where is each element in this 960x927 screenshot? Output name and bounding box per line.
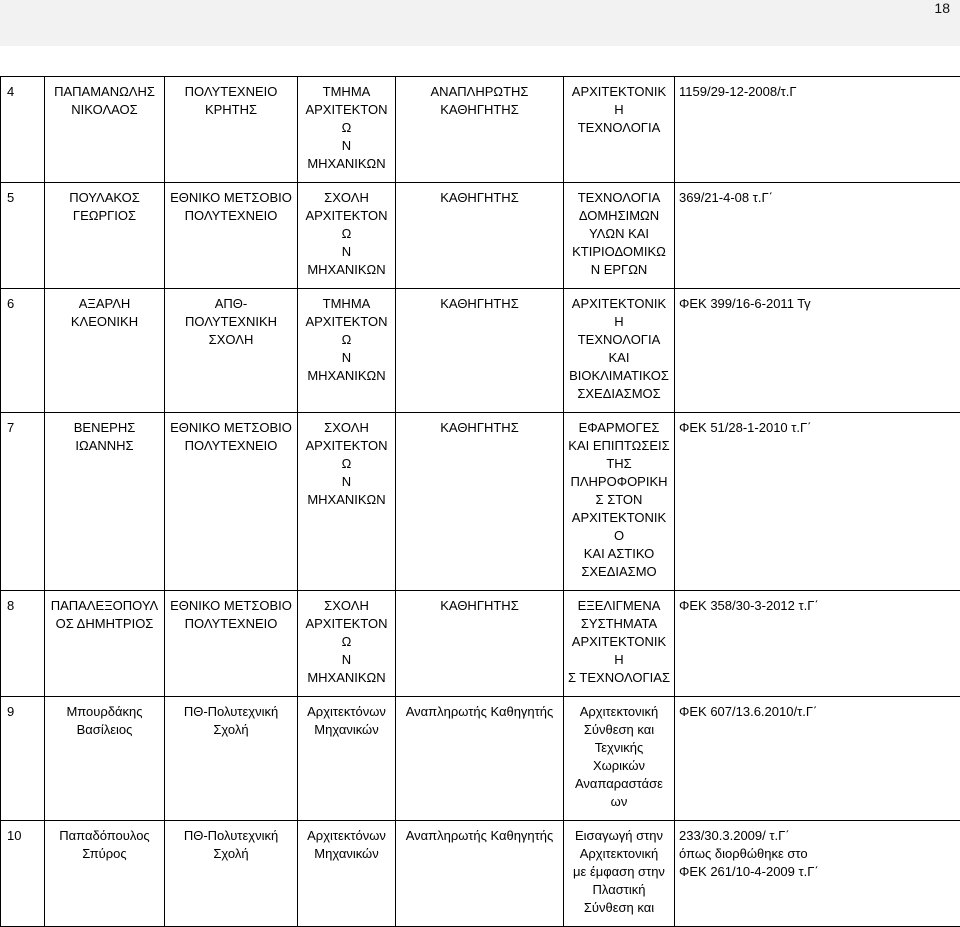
academic-rank-cell bbox=[396, 289, 564, 413]
gazette-reference-cell bbox=[675, 821, 960, 927]
institution: ΠΘ-Πολυτεχνική Σχολή bbox=[169, 703, 293, 739]
table-row bbox=[1, 77, 960, 183]
member-name: ΑΞΑΡΛΗ ΚΛΕΟΝΙΚΗ bbox=[49, 295, 160, 331]
subject-field: ΕΞΕΛΙΓΜΕΝΑ ΣΥΣΤΗΜΑΤΑ ΑΡΧΙΤΕΚΤΟΝΙΚΗ Σ ΤΕΧΝΟΛΟΓΙΑΣ bbox=[568, 597, 670, 687]
department-cell bbox=[298, 183, 396, 289]
gazette-reference: 233/30.3.2009/ τ.Γ΄ όπως διορθώθηκε στο ΦΕΚ 261/10-4-2009 τ.Γ΄ bbox=[679, 827, 956, 881]
gazette-reference-cell bbox=[675, 289, 960, 413]
member-name: ΠΑΠΑΛΕΞΟΠΟΥΛ ΟΣ ΔΗΜΗΤΡΙΟΣ bbox=[49, 597, 160, 633]
row-number: 6 bbox=[7, 295, 40, 313]
department: Αρχιτεκτόνων Μηχανικών bbox=[302, 703, 391, 739]
subject-field-cell bbox=[564, 821, 675, 927]
institution: ΠΟΛΥΤΕΧΝΕΙΟ ΚΡΗΤΗΣ bbox=[169, 83, 293, 119]
subject-field-cell bbox=[564, 413, 675, 591]
institution-cell bbox=[165, 821, 298, 927]
academic-rank-cell bbox=[396, 413, 564, 591]
subject-field: ΑΡΧΙΤΕΚΤΟΝΙΚΗ ΤΕΧΝΟΛΟΓΙΑ bbox=[568, 83, 670, 137]
department: Αρχιτεκτόνων Μηχανικών bbox=[302, 827, 391, 863]
member-name-cell bbox=[45, 697, 165, 821]
table-row bbox=[1, 591, 960, 697]
gazette-reference-cell bbox=[675, 183, 960, 289]
row-number-cell bbox=[1, 183, 45, 289]
subject-field: Εισαγωγή στην Αρχιτεκτονική με έμφαση στην Πλαστική Σύνθεση και bbox=[568, 827, 670, 917]
table-row bbox=[1, 821, 960, 927]
department: ΣΧΟΛΗ ΑΡΧΙΤΕΚΤΟΝΩ Ν ΜΗΧΑΝΙΚΩΝ bbox=[302, 189, 391, 279]
table-row bbox=[1, 413, 960, 591]
subject-field-cell bbox=[564, 77, 675, 183]
institution-cell bbox=[165, 77, 298, 183]
gazette-reference: ΦΕΚ 358/30-3-2012 τ.Γ΄ bbox=[679, 597, 956, 615]
department: ΤΜΗΜΑ ΑΡΧΙΤΕΚΤΟΝΩ Ν ΜΗΧΑΝΙΚΩΝ bbox=[302, 83, 391, 173]
gazette-reference: 1159/29-12-2008/τ.Γ bbox=[679, 83, 956, 101]
table-row bbox=[1, 289, 960, 413]
academic-rank: ΚΑΘΗΓΗΤΗΣ bbox=[400, 189, 559, 207]
gazette-reference: ΦΕΚ 607/13.6.2010/τ.Γ΄ bbox=[679, 703, 956, 721]
member-name: ΠΟΥΛΑΚΟΣ ΓΕΩΡΓΙΟΣ bbox=[49, 189, 160, 225]
row-number: 4 bbox=[7, 83, 40, 101]
member-name-cell bbox=[45, 413, 165, 591]
institution-cell bbox=[165, 697, 298, 821]
subject-field: ΑΡΧΙΤΕΚΤΟΝΙΚΗ ΤΕΧΝΟΛΟΓΙΑ ΚΑΙ ΒΙΟΚΛΙΜΑΤΙΚΟΣ ΣΧΕΔΙΑΣΜΟΣ bbox=[568, 295, 670, 403]
row-number-cell bbox=[1, 591, 45, 697]
gazette-reference-cell bbox=[675, 413, 960, 591]
institution-cell bbox=[165, 413, 298, 591]
row-number: 7 bbox=[7, 419, 40, 437]
subject-field-cell bbox=[564, 289, 675, 413]
department: ΤΜΗΜΑ ΑΡΧΙΤΕΚΤΟΝΩ Ν ΜΗΧΑΝΙΚΩΝ bbox=[302, 295, 391, 385]
subject-field: ΕΦΑΡΜΟΓΕΣ ΚΑΙ ΕΠΙΠΤΩΣΕΙΣ ΤΗΣ ΠΛΗΡΟΦΟΡΙΚΗ Σ ΣΤΟΝ ΑΡΧΙΤΕΚΤΟΝΙΚΟ ΚΑΙ ΑΣΤΙΚΟ ΣΧΕΔΙΑΣΜΟ bbox=[568, 419, 670, 581]
row-number: 5 bbox=[7, 189, 40, 207]
academic-rank: Αναπληρωτής Καθηγητής bbox=[400, 827, 559, 845]
page-number: 18 bbox=[934, 0, 950, 16]
row-number: 9 bbox=[7, 703, 40, 721]
gazette-reference: ΦΕΚ 51/28-1-2010 τ.Γ΄ bbox=[679, 419, 956, 437]
page-header bbox=[0, 0, 960, 46]
institution: ΑΠΘ-ΠΟΛΥΤΕΧΝΙΚΗ ΣΧΟΛΗ bbox=[169, 295, 293, 349]
table-row bbox=[1, 697, 960, 821]
table-row bbox=[1, 183, 960, 289]
row-number: 10 bbox=[7, 827, 40, 845]
subject-field: ΤΕΧΝΟΛΟΓΙΑ ΔΟΜΗΣΙΜΩΝ ΥΛΩΝ ΚΑΙ ΚΤΙΡΙΟΔΟΜΙΚΩ Ν ΕΡΓΩΝ bbox=[568, 189, 670, 279]
row-number-cell bbox=[1, 77, 45, 183]
subject-field-cell bbox=[564, 697, 675, 821]
academic-rank-cell bbox=[396, 183, 564, 289]
department: ΣΧΟΛΗ ΑΡΧΙΤΕΚΤΟΝΩ Ν ΜΗΧΑΝΙΚΩΝ bbox=[302, 597, 391, 687]
academic-rank: Αναπληρωτής Καθηγητής bbox=[400, 703, 559, 721]
gazette-reference: ΦΕΚ 399/16-6-2011 Τγ bbox=[679, 295, 956, 313]
row-number-cell bbox=[1, 289, 45, 413]
gazette-reference-cell bbox=[675, 591, 960, 697]
institution-cell bbox=[165, 591, 298, 697]
subject-field-cell bbox=[564, 591, 675, 697]
academic-rank: ΚΑΘΗΓΗΤΗΣ bbox=[400, 295, 559, 313]
gazette-reference: 369/21-4-08 τ.Γ΄ bbox=[679, 189, 956, 207]
row-number-cell bbox=[1, 697, 45, 821]
subject-field: Αρχιτεκτονική Σύνθεση και Τεχνικής Χωρικών Αναπαραστάσε ων bbox=[568, 703, 670, 811]
row-number: 8 bbox=[7, 597, 40, 615]
member-name-cell bbox=[45, 821, 165, 927]
member-name-cell bbox=[45, 289, 165, 413]
gazette-reference-cell bbox=[675, 77, 960, 183]
member-name-cell bbox=[45, 77, 165, 183]
department-cell bbox=[298, 289, 396, 413]
member-name: ΒΕΝΕΡΗΣ ΙΩΑΝΝΗΣ bbox=[49, 419, 160, 455]
institution-cell bbox=[165, 183, 298, 289]
department-cell bbox=[298, 591, 396, 697]
subject-field-cell bbox=[564, 183, 675, 289]
department-cell bbox=[298, 821, 396, 927]
gazette-reference-cell bbox=[675, 697, 960, 821]
institution: ΕΘΝΙΚΟ ΜΕΤΣΟΒΙΟ ΠΟΛΥΤΕΧΝΕΙΟ bbox=[169, 189, 293, 225]
institution: ΠΘ-Πολυτεχνική Σχολή bbox=[169, 827, 293, 863]
department-cell bbox=[298, 697, 396, 821]
academic-rank-cell bbox=[396, 591, 564, 697]
member-name: Παπαδόπουλος Σπύρος bbox=[49, 827, 160, 863]
member-name-cell bbox=[45, 183, 165, 289]
department-cell bbox=[298, 413, 396, 591]
institution-cell bbox=[165, 289, 298, 413]
academic-rank: ΚΑΘΗΓΗΤΗΣ bbox=[400, 597, 559, 615]
member-name: Μπουρδάκης Βασίλειος bbox=[49, 703, 160, 739]
academic-rank: ΚΑΘΗΓΗΤΗΣ bbox=[400, 419, 559, 437]
department-cell bbox=[298, 77, 396, 183]
member-name-cell bbox=[45, 591, 165, 697]
faculty-table bbox=[0, 76, 960, 927]
department: ΣΧΟΛΗ ΑΡΧΙΤΕΚΤΟΝΩ Ν ΜΗΧΑΝΙΚΩΝ bbox=[302, 419, 391, 509]
academic-rank-cell bbox=[396, 697, 564, 821]
academic-rank-cell bbox=[396, 77, 564, 183]
institution: ΕΘΝΙΚΟ ΜΕΤΣΟΒΙΟ ΠΟΛΥΤΕΧΝΕΙΟ bbox=[169, 419, 293, 455]
institution: ΕΘΝΙΚΟ ΜΕΤΣΟΒΙΟ ΠΟΛΥΤΕΧΝΕΙΟ bbox=[169, 597, 293, 633]
academic-rank-cell bbox=[396, 821, 564, 927]
academic-rank: ΑΝΑΠΛΗΡΩΤΗΣ ΚΑΘΗΓΗΤΗΣ bbox=[400, 83, 559, 119]
row-number-cell bbox=[1, 413, 45, 591]
row-number-cell bbox=[1, 821, 45, 927]
member-name: ΠΑΠΑΜΑΝΩΛΗΣ ΝΙΚΟΛΑΟΣ bbox=[49, 83, 160, 119]
